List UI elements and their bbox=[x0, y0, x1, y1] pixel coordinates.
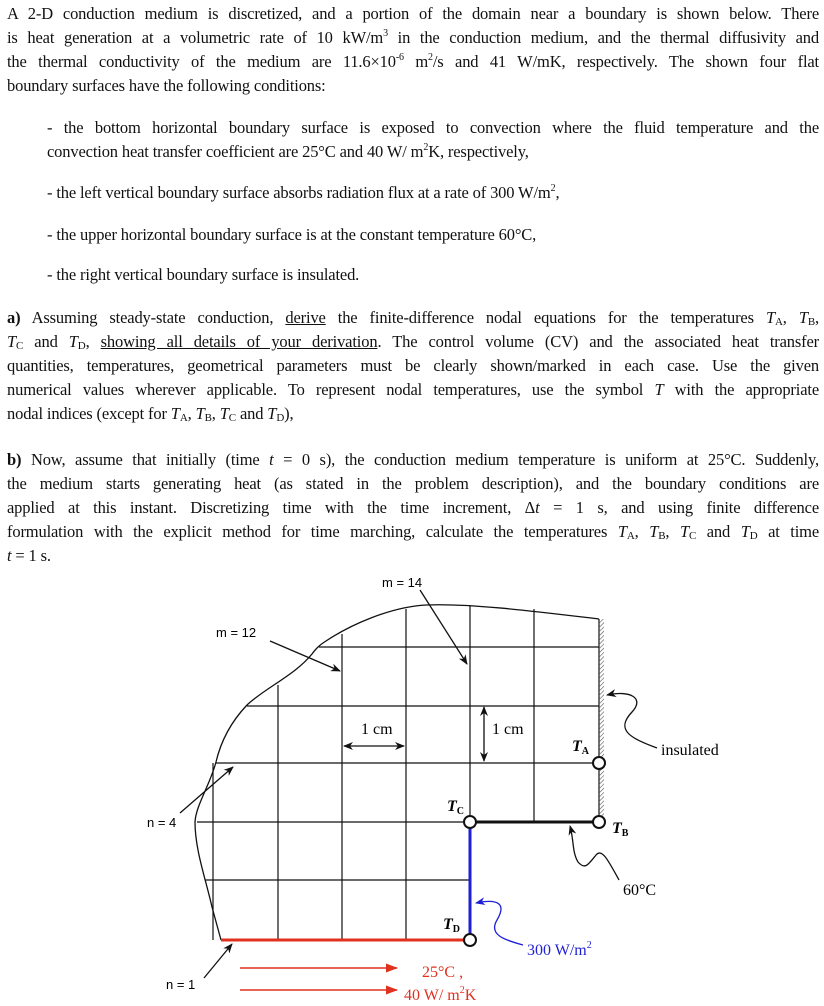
text-run: t bbox=[535, 498, 540, 517]
m12-label: m = 12 bbox=[216, 625, 257, 640]
node-D bbox=[464, 934, 476, 946]
text-run: Assuming steady-state conduction, bbox=[20, 308, 286, 327]
text-run: numerical values wherever applicable. To represent nodal temperatures, use the symbol bbox=[7, 380, 655, 399]
text-run: ), bbox=[284, 404, 294, 423]
node-C bbox=[464, 816, 476, 828]
fluid-temp-label: 25°C , bbox=[422, 964, 464, 981]
text-run: in the conduction medium, and the thermal diffusivity and bbox=[387, 28, 819, 47]
node-A bbox=[593, 757, 605, 769]
text-run: B bbox=[204, 412, 212, 424]
text-run: C bbox=[228, 412, 236, 424]
text-run: is heat generation at a volumetric rate of 10 kW/m bbox=[7, 28, 384, 47]
text-run: D bbox=[749, 530, 758, 542]
TD-index: D bbox=[452, 924, 461, 935]
text-run: - the bottom horizontal boundary surface is exposed to convection where the fluid temperature and the bbox=[47, 118, 819, 137]
text-run: and bbox=[23, 332, 69, 351]
text-run: T bbox=[7, 332, 17, 351]
m14-arrow bbox=[420, 590, 467, 664]
text-run: applied at this instant. Discretizing time with the time increment, Δ bbox=[7, 498, 536, 517]
flux-wavy-arrow bbox=[476, 901, 523, 945]
text-run: K, respectively, bbox=[428, 142, 529, 161]
text-run: T bbox=[68, 332, 78, 351]
domain-boundary-curve bbox=[195, 605, 599, 940]
text-run: T bbox=[765, 308, 775, 327]
text-run: t bbox=[269, 450, 274, 469]
text-run: T bbox=[649, 522, 659, 541]
insulated-wall-hatch bbox=[599, 619, 604, 822]
text-run: , bbox=[634, 522, 650, 541]
flux-label bbox=[527, 940, 592, 959]
text-run: , bbox=[85, 332, 101, 351]
text-run: Now, assume that initially (time bbox=[21, 450, 270, 469]
text-run: T bbox=[195, 404, 205, 423]
text-run: with the appropriate bbox=[663, 380, 819, 399]
text-run: showing all details of your derivation bbox=[100, 332, 378, 351]
TC-symbol: T bbox=[447, 798, 457, 815]
text-run: B bbox=[658, 530, 666, 542]
node-B bbox=[593, 816, 605, 828]
TD-symbol: T bbox=[443, 916, 453, 933]
text-run: convection heat transfer coefficient are 25°C and 40 W/ m bbox=[47, 142, 424, 161]
h-label bbox=[404, 985, 477, 1004]
text-run: , bbox=[555, 183, 560, 202]
grid-lines bbox=[197, 605, 599, 940]
text-run: /s and 41 W/mK, respectively. The shown four flat bbox=[432, 52, 819, 71]
text-run: T bbox=[170, 404, 180, 423]
text-run: and bbox=[696, 522, 741, 541]
text-run: t bbox=[7, 546, 12, 565]
TD-label bbox=[443, 916, 460, 935]
n1-label: n = 1 bbox=[166, 977, 196, 992]
text-run: = 0 s), the conduction medium temperature is uniform at 25°C. Suddenly, bbox=[273, 450, 819, 469]
text-run: b) bbox=[7, 450, 22, 469]
text-run: 3 bbox=[383, 28, 388, 39]
flux-sup: 2 bbox=[586, 940, 592, 951]
text-run: T bbox=[679, 522, 689, 541]
text-run: 2 bbox=[423, 142, 429, 153]
TA-symbol: T bbox=[572, 738, 582, 755]
m12-arrow bbox=[270, 641, 340, 671]
text-run: - the left vertical boundary surface absorbs radiation flux at a rate of 300 W/m bbox=[47, 183, 551, 202]
text-run: A bbox=[626, 530, 635, 542]
TB-symbol: T bbox=[612, 820, 622, 837]
text-run: -6 bbox=[395, 52, 404, 63]
dx-label: 1 cm bbox=[361, 721, 393, 738]
insulated-label: insulated bbox=[661, 742, 719, 759]
text-run: , bbox=[782, 308, 799, 327]
text-run: A bbox=[774, 316, 783, 328]
text-run: D bbox=[77, 340, 86, 352]
TC-label bbox=[447, 798, 464, 817]
text-run: - the right vertical boundary surface is insulated. bbox=[47, 265, 360, 284]
n4-arrow bbox=[180, 767, 233, 813]
text-run: T bbox=[798, 308, 808, 327]
text-run: , bbox=[211, 404, 220, 423]
text-run: the medium starts generating heat (as stated in the problem description), and the boundary conditions are bbox=[7, 474, 819, 493]
text-run: , bbox=[815, 308, 820, 327]
h-unit: K bbox=[464, 987, 477, 1004]
flux-value: 300 W/m bbox=[527, 942, 587, 959]
text-run: formulation with the explicit method for time marching, calculate the temperatures bbox=[7, 522, 618, 541]
text-run: A 2-D conduction medium is discretized, and a portion of the domain near a boundary is shown below. There bbox=[7, 4, 819, 23]
TB-label bbox=[612, 820, 629, 839]
text-run: m bbox=[403, 52, 429, 71]
text-run: T bbox=[267, 404, 277, 423]
text-run: boundary surfaces have the following conditions: bbox=[7, 76, 326, 95]
text-run: derive bbox=[285, 308, 326, 327]
text-run: nodal indices (except for bbox=[7, 404, 171, 423]
text-run: T bbox=[740, 522, 750, 541]
m14-label: m = 14 bbox=[382, 575, 423, 590]
text-run: 2 bbox=[550, 183, 556, 194]
text-run: A bbox=[179, 412, 188, 424]
text-run: and bbox=[235, 404, 268, 423]
text-run: D bbox=[276, 412, 285, 424]
h-sup: 2 bbox=[459, 985, 465, 996]
text-run: T bbox=[617, 522, 627, 541]
text-run: C bbox=[688, 530, 697, 542]
text-run: 2 bbox=[428, 52, 433, 63]
text-run: B bbox=[807, 316, 816, 328]
dy-label: 1 cm bbox=[492, 721, 524, 738]
text-run: at time bbox=[757, 522, 819, 541]
text-run: T bbox=[219, 404, 229, 423]
TA-index: A bbox=[581, 746, 590, 757]
TA-label bbox=[572, 738, 590, 757]
text-run: quantities, temperatures, geometrical parameters must be clearly shown/marked in each case. Use the given bbox=[7, 356, 819, 375]
text-run: = 1 s. bbox=[11, 546, 51, 565]
insulated-wavy-arrow bbox=[607, 694, 657, 748]
text-run: T bbox=[654, 380, 664, 399]
n4-label: n = 4 bbox=[147, 815, 177, 830]
text-run: the thermal conductivity of the medium are 11.6×10 bbox=[7, 52, 396, 71]
text-run: . The control volume (CV) and the associated heat transfer bbox=[377, 332, 820, 351]
TB-index: B bbox=[621, 828, 629, 839]
text-run: the finite-difference nodal equations for the temperatures bbox=[325, 308, 766, 327]
text-run: = 1 s, and using finite difference bbox=[539, 498, 819, 517]
text-run: a) bbox=[7, 308, 21, 327]
text-run: , bbox=[187, 404, 196, 423]
n1-arrow bbox=[204, 944, 232, 978]
h-value: 40 W/ m bbox=[404, 987, 460, 1004]
text-run: , bbox=[665, 522, 680, 541]
TC-index: C bbox=[456, 806, 465, 817]
text-run: - the upper horizontal boundary surface is at the constant temperature 60°C, bbox=[47, 225, 537, 244]
top-temp-label: 60°C bbox=[623, 882, 657, 899]
text-run: C bbox=[16, 340, 24, 352]
